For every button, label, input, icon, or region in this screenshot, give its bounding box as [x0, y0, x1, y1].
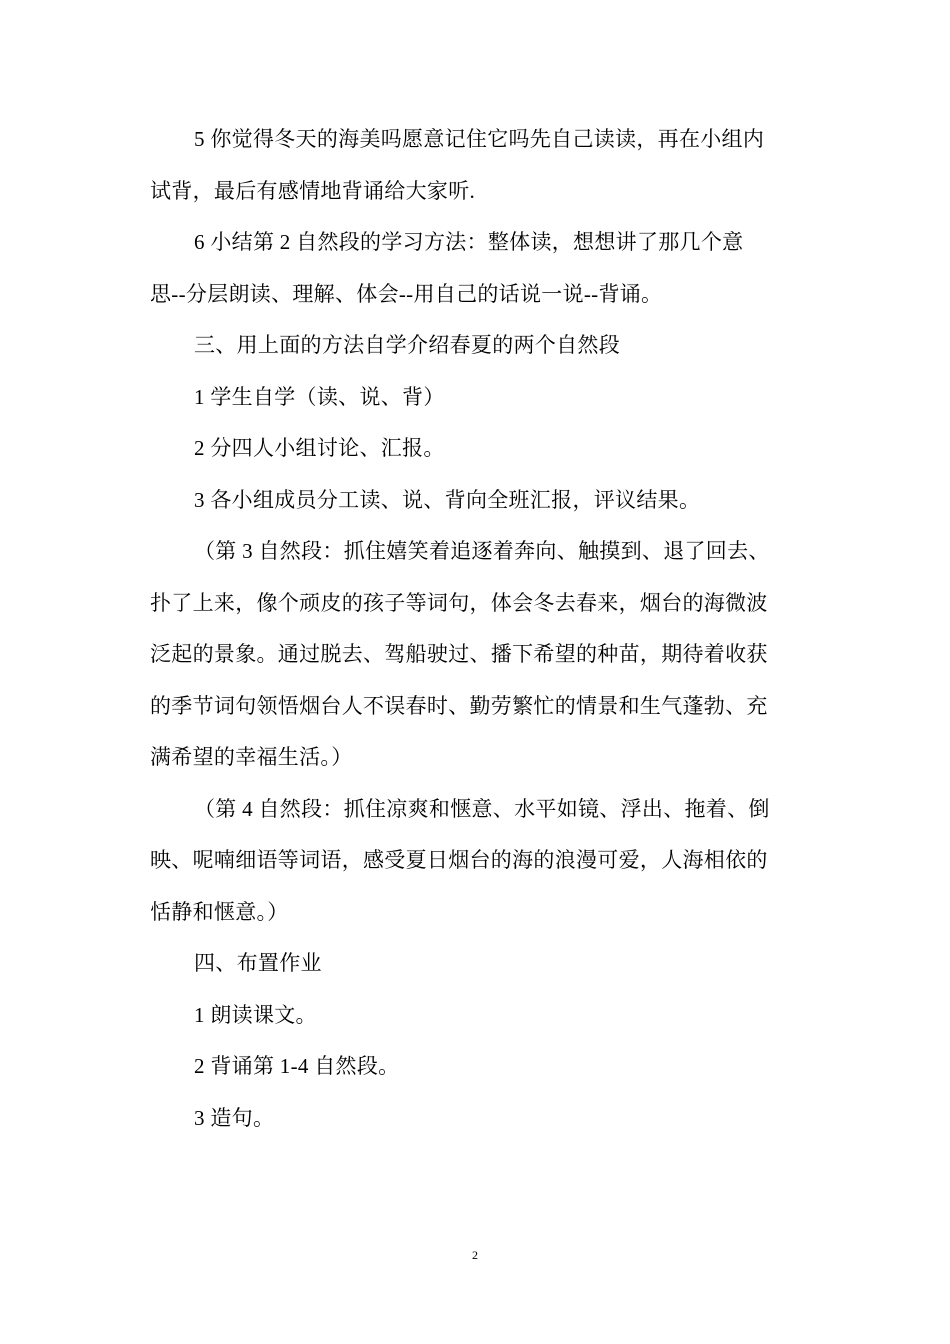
text-line: 映、呢喃细语等词语，感受夏日烟台的海的浪漫可爱，人海相依的 [150, 848, 768, 872]
list-item-read-aloud [150, 990, 800, 1042]
text-line: 6 小结第 2 自然段的学习方法：整体读，想想讲了那几个意 [194, 230, 744, 254]
text-line: （第 4 自然段：抓住凉爽和惬意、水平如镜、浮出、拖着、倒 [194, 796, 770, 821]
list-item-group-discussion [150, 423, 800, 475]
section-heading-homework [150, 938, 800, 990]
list-item-self-study [150, 372, 800, 424]
section-heading-self-study [150, 320, 800, 372]
text-line: 泛起的景象。通过脱去、驾船驶过、播下希望的种苗，期待着收获 [150, 642, 768, 666]
page-number: 2 [472, 1248, 478, 1262]
text-line: 3 各小组成员分工读、说、背向全班汇报，评议结果。 [194, 487, 701, 512]
paragraph-note-section-3 [150, 526, 800, 784]
document-body [150, 114, 800, 1144]
text-line: 1 学生自学（读、说、背） [194, 384, 445, 409]
paragraph-summary-method [150, 217, 800, 320]
text-line: 1 朗读课文。 [194, 1002, 317, 1027]
list-item-make-sentences [150, 1093, 800, 1145]
text-line: 2 分四人小组讨论、汇报。 [194, 436, 445, 460]
paragraph-note-section-4 [150, 784, 800, 939]
text-line: 2 背诵第 1-4 自然段。 [194, 1054, 400, 1078]
paragraph-recite-winter-sea [150, 114, 800, 217]
text-line: 5 你觉得冬天的海美吗愿意记住它吗先自己读读，再在小组内 [194, 127, 765, 151]
text-line: 试背，最后有感情地背诵给大家听. [150, 178, 476, 203]
text-line: 满希望的幸福生活。） [150, 745, 353, 769]
text-line: 恬静和惬意。） [150, 899, 289, 924]
list-item-group-report [150, 475, 800, 527]
text-line: 四、布置作业 [194, 951, 322, 975]
text-line: 思--分层朗读、理解、体会--用自己的话说一说--背诵。 [150, 281, 663, 306]
text-line: 扑了上来，像个顽皮的孩子等词句，体会冬去春来，烟台的海微波 [150, 590, 768, 615]
text-line: 3 造句。 [194, 1105, 275, 1130]
list-item-recite [150, 1041, 800, 1093]
text-line: 三、用上面的方法自学介绍春夏的两个自然段 [194, 333, 620, 357]
text-line: 的季节词句领悟烟台人不误春时、勤劳繁忙的情景和生气蓬勃、充 [150, 693, 768, 718]
text-line: （第 3 自然段：抓住嬉笑着追逐着奔向、触摸到、退了回去、 [194, 539, 770, 563]
